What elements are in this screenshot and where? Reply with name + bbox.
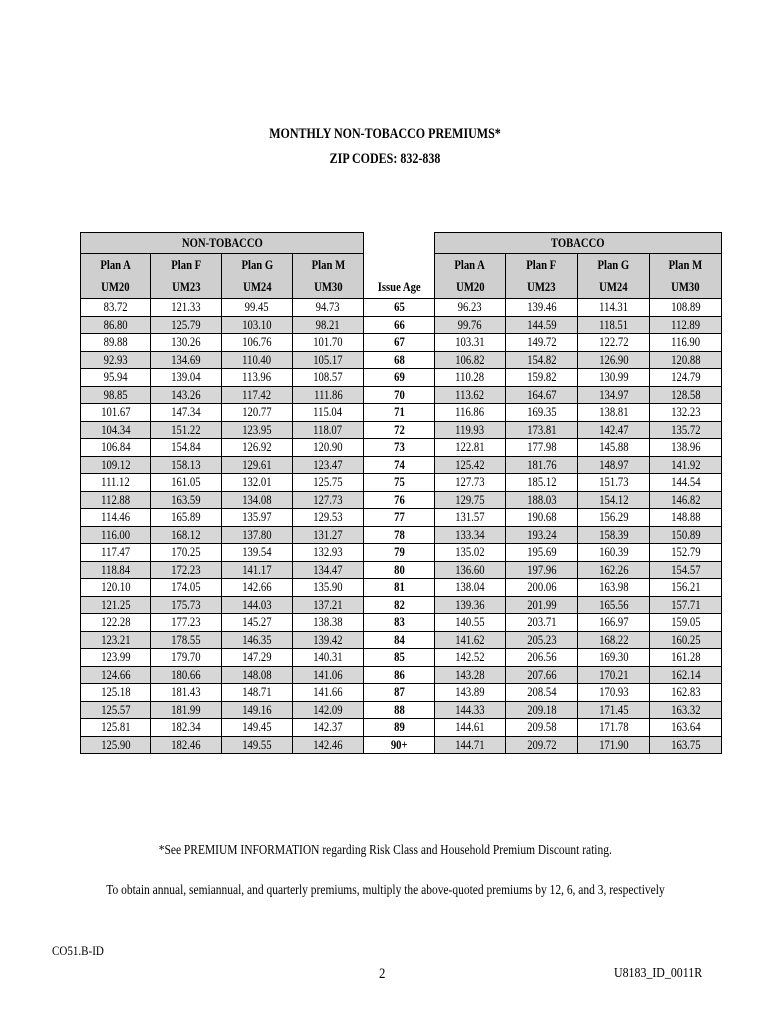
tobacco-premium-cell: 139.36 — [435, 596, 506, 614]
non-tobacco-premium-cell: 114.46 — [81, 509, 151, 527]
non-tobacco-premium-cell: 134.47 — [293, 561, 364, 579]
non-tobacco-premium-cell: 108.57 — [293, 369, 364, 387]
non-tobacco-premium-cell: 111.86 — [293, 386, 364, 404]
non-tobacco-premium-cell: 101.67 — [81, 404, 151, 422]
tobacco-premium-cell: 156.21 — [650, 579, 722, 597]
issue-age-cell: 90+ — [364, 736, 435, 754]
tobacco-premium-cell: 116.90 — [650, 334, 722, 352]
tobacco-premium-cell: 108.89 — [650, 299, 722, 317]
issue-age-cell: 67 — [364, 334, 435, 352]
non-tobacco-premium-cell: 103.10 — [222, 316, 293, 334]
tobacco-premium-cell: 96.23 — [435, 299, 506, 317]
tobacco-premium-cell: 168.22 — [578, 631, 650, 649]
page-number: 2 — [379, 966, 386, 982]
tobacco-premium-cell: 170.21 — [578, 666, 650, 684]
issue-age-cell: 85 — [364, 649, 435, 667]
issue-age-cell: 78 — [364, 526, 435, 544]
plan-name-header: Plan G — [578, 254, 650, 277]
tobacco-premium-cell: 133.34 — [435, 526, 506, 544]
tobacco-premium-cell: 138.96 — [650, 439, 722, 457]
non-tobacco-premium-cell: 140.31 — [293, 649, 364, 667]
tobacco-premium-cell: 146.82 — [650, 491, 722, 509]
non-tobacco-premium-cell: 144.03 — [222, 596, 293, 614]
tobacco-premium-cell: 171.78 — [578, 719, 650, 737]
non-tobacco-premium-cell: 135.97 — [222, 509, 293, 527]
plan-name-header: Plan A — [81, 254, 151, 277]
tobacco-premium-cell: 209.72 — [506, 736, 578, 754]
non-tobacco-premium-cell: 101.70 — [293, 334, 364, 352]
non-tobacco-premium-cell: 120.90 — [293, 439, 364, 457]
issue-age-cell: 75 — [364, 474, 435, 492]
non-tobacco-premium-cell: 113.96 — [222, 369, 293, 387]
issue-age-cell: 79 — [364, 544, 435, 562]
issue-age-cell: 83 — [364, 614, 435, 632]
non-tobacco-premium-cell: 123.95 — [222, 421, 293, 439]
tobacco-premium-cell: 132.23 — [650, 404, 722, 422]
tobacco-premium-cell: 145.88 — [578, 439, 650, 457]
tobacco-premium-cell: 130.99 — [578, 369, 650, 387]
non-tobacco-premium-cell: 98.85 — [81, 386, 151, 404]
issue-age-spacer — [364, 254, 435, 277]
tobacco-premium-cell: 120.88 — [650, 351, 722, 369]
non-tobacco-premium-cell: 145.27 — [222, 614, 293, 632]
plan-code-header: UM23 — [151, 276, 222, 299]
tobacco-premium-cell: 169.35 — [506, 404, 578, 422]
non-tobacco-premium-cell: 138.38 — [293, 614, 364, 632]
tobacco-premium-cell: 156.29 — [578, 509, 650, 527]
header-spacer — [364, 233, 435, 254]
table-row — [81, 649, 722, 667]
tobacco-premium-cell: 134.97 — [578, 386, 650, 404]
tobacco-premium-cell: 197.96 — [506, 561, 578, 579]
issue-age-cell: 76 — [364, 491, 435, 509]
table-row — [81, 386, 722, 404]
tobacco-premium-cell: 163.98 — [578, 579, 650, 597]
non-tobacco-premium-cell: 139.04 — [151, 369, 222, 387]
tobacco-premium-cell: 125.42 — [435, 456, 506, 474]
table-row — [81, 544, 722, 562]
issue-age-cell: 65 — [364, 299, 435, 317]
non-tobacco-premium-cell: 121.25 — [81, 596, 151, 614]
non-tobacco-premium-cell: 112.88 — [81, 491, 151, 509]
tobacco-premium-cell: 122.81 — [435, 439, 506, 457]
non-tobacco-premium-cell: 116.00 — [81, 526, 151, 544]
premium-table — [80, 232, 722, 754]
group-header-tobacco: TOBACCO — [435, 233, 722, 254]
non-tobacco-premium-cell: 146.35 — [222, 631, 293, 649]
tobacco-premium-cell: 200.06 — [506, 579, 578, 597]
issue-age-cell: 70 — [364, 386, 435, 404]
non-tobacco-premium-cell: 127.73 — [293, 491, 364, 509]
tobacco-premium-cell: 127.73 — [435, 474, 506, 492]
tobacco-premium-cell: 161.28 — [650, 649, 722, 667]
tobacco-premium-cell: 138.04 — [435, 579, 506, 597]
non-tobacco-premium-cell: 120.77 — [222, 404, 293, 422]
tobacco-premium-cell: 129.75 — [435, 491, 506, 509]
tobacco-premium-cell: 166.97 — [578, 614, 650, 632]
tobacco-premium-cell: 128.58 — [650, 386, 722, 404]
non-tobacco-premium-cell: 141.17 — [222, 561, 293, 579]
non-tobacco-premium-cell: 95.94 — [81, 369, 151, 387]
tobacco-premium-cell: 162.26 — [578, 561, 650, 579]
tobacco-premium-cell: 113.62 — [435, 386, 506, 404]
non-tobacco-premium-cell: 142.09 — [293, 701, 364, 719]
tobacco-premium-cell: 143.89 — [435, 684, 506, 702]
issue-age-cell: 68 — [364, 351, 435, 369]
tobacco-premium-cell: 140.55 — [435, 614, 506, 632]
non-tobacco-premium-cell: 92.93 — [81, 351, 151, 369]
tobacco-premium-cell: 143.28 — [435, 666, 506, 684]
non-tobacco-premium-cell: 125.79 — [151, 316, 222, 334]
non-tobacco-premium-cell: 181.43 — [151, 684, 222, 702]
plan-code-header: UM23 — [506, 276, 578, 299]
tobacco-premium-cell: 99.76 — [435, 316, 506, 334]
table-row — [81, 631, 722, 649]
tobacco-premium-cell: 148.97 — [578, 456, 650, 474]
non-tobacco-premium-cell: 180.66 — [151, 666, 222, 684]
page-title — [77, 122, 693, 172]
table-row — [81, 439, 722, 457]
table-row — [81, 701, 722, 719]
tobacco-premium-cell: 177.98 — [506, 439, 578, 457]
non-tobacco-premium-cell: 121.33 — [151, 299, 222, 317]
tobacco-premium-cell: 148.88 — [650, 509, 722, 527]
tobacco-premium-cell: 209.18 — [506, 701, 578, 719]
plan-code-header: UM24 — [578, 276, 650, 299]
non-tobacco-premium-cell: 132.01 — [222, 474, 293, 492]
non-tobacco-premium-cell: 181.99 — [151, 701, 222, 719]
non-tobacco-premium-cell: 134.08 — [222, 491, 293, 509]
tobacco-premium-cell: 207.66 — [506, 666, 578, 684]
tobacco-premium-cell: 160.25 — [650, 631, 722, 649]
tobacco-premium-cell: 208.54 — [506, 684, 578, 702]
tobacco-premium-cell: 206.56 — [506, 649, 578, 667]
non-tobacco-premium-cell: 172.23 — [151, 561, 222, 579]
non-tobacco-premium-cell: 99.45 — [222, 299, 293, 317]
plan-name-header: Plan M — [293, 254, 364, 277]
non-tobacco-premium-cell: 125.81 — [81, 719, 151, 737]
tobacco-premium-cell: 181.76 — [506, 456, 578, 474]
table-row — [81, 509, 722, 527]
tobacco-premium-cell: 131.57 — [435, 509, 506, 527]
tobacco-premium-cell: 201.99 — [506, 596, 578, 614]
non-tobacco-premium-cell: 110.40 — [222, 351, 293, 369]
non-tobacco-premium-cell: 143.26 — [151, 386, 222, 404]
non-tobacco-premium-cell: 104.34 — [81, 421, 151, 439]
tobacco-premium-cell: 173.81 — [506, 421, 578, 439]
premium-table-wrapper — [80, 232, 721, 754]
non-tobacco-premium-cell: 151.22 — [151, 421, 222, 439]
non-tobacco-premium-cell: 161.05 — [151, 474, 222, 492]
non-tobacco-premium-cell: 175.73 — [151, 596, 222, 614]
tobacco-premium-cell: 135.02 — [435, 544, 506, 562]
tobacco-premium-cell: 116.86 — [435, 404, 506, 422]
non-tobacco-premium-cell: 83.72 — [81, 299, 151, 317]
tobacco-premium-cell: 170.93 — [578, 684, 650, 702]
non-tobacco-premium-cell: 123.99 — [81, 649, 151, 667]
tobacco-premium-cell: 163.64 — [650, 719, 722, 737]
non-tobacco-premium-cell: 147.29 — [222, 649, 293, 667]
non-tobacco-premium-cell: 117.47 — [81, 544, 151, 562]
tobacco-premium-cell: 154.57 — [650, 561, 722, 579]
tobacco-premium-cell: 144.54 — [650, 474, 722, 492]
issue-age-cell: 77 — [364, 509, 435, 527]
non-tobacco-premium-cell: 111.12 — [81, 474, 151, 492]
tobacco-premium-cell: 162.14 — [650, 666, 722, 684]
non-tobacco-premium-cell: 126.92 — [222, 439, 293, 457]
issue-age-cell: 87 — [364, 684, 435, 702]
tobacco-premium-cell: 141.92 — [650, 456, 722, 474]
tobacco-premium-cell: 205.23 — [506, 631, 578, 649]
tobacco-premium-cell: 149.72 — [506, 334, 578, 352]
document-code: CO51.B-ID — [52, 943, 104, 958]
tobacco-premium-cell: 110.28 — [435, 369, 506, 387]
non-tobacco-premium-cell: 106.84 — [81, 439, 151, 457]
non-tobacco-premium-cell: 115.04 — [293, 404, 364, 422]
issue-age-cell: 80 — [364, 561, 435, 579]
tobacco-premium-cell: 154.12 — [578, 491, 650, 509]
non-tobacco-premium-cell: 98.21 — [293, 316, 364, 334]
tobacco-premium-cell: 171.45 — [578, 701, 650, 719]
tobacco-premium-cell: 164.67 — [506, 386, 578, 404]
non-tobacco-premium-cell: 148.08 — [222, 666, 293, 684]
plan-name-header: Plan A — [435, 254, 506, 277]
non-tobacco-premium-cell: 123.47 — [293, 456, 364, 474]
tobacco-premium-cell: 165.56 — [578, 596, 650, 614]
table-row — [81, 684, 722, 702]
table-row — [81, 334, 722, 352]
tobacco-premium-cell: 144.33 — [435, 701, 506, 719]
tobacco-premium-cell: 163.75 — [650, 736, 722, 754]
tobacco-premium-cell: 119.93 — [435, 421, 506, 439]
tobacco-premium-cell: 162.83 — [650, 684, 722, 702]
tobacco-premium-cell: 157.71 — [650, 596, 722, 614]
tobacco-premium-cell: 188.03 — [506, 491, 578, 509]
issue-age-cell: 86 — [364, 666, 435, 684]
tobacco-premium-cell: 106.82 — [435, 351, 506, 369]
plan-code-header: UM24 — [222, 276, 293, 299]
tobacco-premium-cell: 185.12 — [506, 474, 578, 492]
non-tobacco-premium-cell: 182.46 — [151, 736, 222, 754]
non-tobacco-premium-cell: 129.53 — [293, 509, 364, 527]
non-tobacco-premium-cell: 149.45 — [222, 719, 293, 737]
tobacco-premium-cell: 154.82 — [506, 351, 578, 369]
table-row — [81, 491, 722, 509]
table-row — [81, 719, 722, 737]
non-tobacco-premium-cell: 120.10 — [81, 579, 151, 597]
table-row — [81, 299, 722, 317]
non-tobacco-premium-cell: 141.66 — [293, 684, 364, 702]
issue-age-cell: 73 — [364, 439, 435, 457]
non-tobacco-premium-cell: 132.93 — [293, 544, 364, 562]
plan-code-header: UM30 — [293, 276, 364, 299]
tobacco-premium-cell: 158.39 — [578, 526, 650, 544]
non-tobacco-premium-cell: 165.89 — [151, 509, 222, 527]
issue-age-cell: 82 — [364, 596, 435, 614]
tobacco-premium-cell: 142.47 — [578, 421, 650, 439]
issue-age-cell: 74 — [364, 456, 435, 474]
tobacco-premium-cell: 144.71 — [435, 736, 506, 754]
plan-code-header: UM30 — [650, 276, 722, 299]
non-tobacco-premium-cell: 86.80 — [81, 316, 151, 334]
non-tobacco-premium-cell: 158.13 — [151, 456, 222, 474]
non-tobacco-premium-cell: 174.05 — [151, 579, 222, 597]
non-tobacco-premium-cell: 142.66 — [222, 579, 293, 597]
plan-code-header: UM20 — [435, 276, 506, 299]
tobacco-premium-cell: 159.82 — [506, 369, 578, 387]
issue-age-cell: 81 — [364, 579, 435, 597]
tobacco-premium-cell: 160.39 — [578, 544, 650, 562]
tobacco-premium-cell: 209.58 — [506, 719, 578, 737]
plan-name-header: Plan G — [222, 254, 293, 277]
tobacco-premium-cell: 135.72 — [650, 421, 722, 439]
plan-name-header: Plan M — [650, 254, 722, 277]
tobacco-premium-cell: 144.59 — [506, 316, 578, 334]
non-tobacco-premium-cell: 147.34 — [151, 404, 222, 422]
tobacco-premium-cell: 169.30 — [578, 649, 650, 667]
issue-age-header: Issue Age — [364, 276, 435, 299]
tobacco-premium-cell: 150.89 — [650, 526, 722, 544]
issue-age-cell: 71 — [364, 404, 435, 422]
tobacco-premium-cell: 171.90 — [578, 736, 650, 754]
non-tobacco-premium-cell: 178.55 — [151, 631, 222, 649]
non-tobacco-premium-cell: 131.27 — [293, 526, 364, 544]
issue-age-cell: 66 — [364, 316, 435, 334]
footnote: *See PREMIUM INFORMATION regarding Risk Class and Household Premium Discount rating. — [158, 843, 612, 858]
table-header — [81, 233, 722, 299]
tobacco-premium-cell: 141.62 — [435, 631, 506, 649]
non-tobacco-premium-cell: 177.23 — [151, 614, 222, 632]
table-body — [81, 299, 722, 754]
tobacco-premium-cell: 138.81 — [578, 404, 650, 422]
table-row — [81, 526, 722, 544]
non-tobacco-premium-cell: 141.06 — [293, 666, 364, 684]
non-tobacco-premium-cell: 117.42 — [222, 386, 293, 404]
table-row — [81, 596, 722, 614]
non-tobacco-premium-cell: 142.37 — [293, 719, 364, 737]
tobacco-premium-cell: 136.60 — [435, 561, 506, 579]
tobacco-premium-cell: 151.73 — [578, 474, 650, 492]
table-row — [81, 456, 722, 474]
group-header-non-tobacco: NON-TOBACCO — [81, 233, 364, 254]
non-tobacco-premium-cell: 168.12 — [151, 526, 222, 544]
non-tobacco-premium-cell: 139.42 — [293, 631, 364, 649]
tobacco-premium-cell: 152.79 — [650, 544, 722, 562]
issue-age-cell: 88 — [364, 701, 435, 719]
issue-age-cell: 84 — [364, 631, 435, 649]
tobacco-premium-cell: 142.52 — [435, 649, 506, 667]
non-tobacco-premium-cell: 130.26 — [151, 334, 222, 352]
non-tobacco-premium-cell: 135.90 — [293, 579, 364, 597]
tobacco-premium-cell: 144.61 — [435, 719, 506, 737]
table-row — [81, 561, 722, 579]
tobacco-premium-cell: 159.05 — [650, 614, 722, 632]
non-tobacco-premium-cell: 125.18 — [81, 684, 151, 702]
non-tobacco-premium-cell: 118.07 — [293, 421, 364, 439]
non-tobacco-premium-cell: 137.21 — [293, 596, 364, 614]
non-tobacco-premium-cell: 109.12 — [81, 456, 151, 474]
non-tobacco-premium-cell: 149.55 — [222, 736, 293, 754]
tobacco-premium-cell: 203.71 — [506, 614, 578, 632]
non-tobacco-premium-cell: 137.80 — [222, 526, 293, 544]
issue-age-cell: 69 — [364, 369, 435, 387]
tobacco-premium-cell: 114.31 — [578, 299, 650, 317]
non-tobacco-premium-cell: 124.66 — [81, 666, 151, 684]
issue-age-cell: 89 — [364, 719, 435, 737]
non-tobacco-premium-cell: 170.25 — [151, 544, 222, 562]
table-row — [81, 421, 722, 439]
non-tobacco-premium-cell: 149.16 — [222, 701, 293, 719]
tobacco-premium-cell: 195.69 — [506, 544, 578, 562]
tobacco-premium-cell: 118.51 — [578, 316, 650, 334]
issue-age-cell: 72 — [364, 421, 435, 439]
non-tobacco-premium-cell: 179.70 — [151, 649, 222, 667]
plan-name-header: Plan F — [506, 254, 578, 277]
non-tobacco-premium-cell: 134.69 — [151, 351, 222, 369]
non-tobacco-premium-cell: 125.90 — [81, 736, 151, 754]
instruction-text: To obtain annual, semiannual, and quarterly premiums, multiply the above-quoted premiums by 12, 6, and 3, respectively — [105, 883, 665, 898]
tobacco-premium-cell: 112.89 — [650, 316, 722, 334]
non-tobacco-premium-cell: 118.84 — [81, 561, 151, 579]
form-number: U8183_ID_0011R — [614, 966, 703, 981]
table-row — [81, 351, 722, 369]
non-tobacco-premium-cell: 142.46 — [293, 736, 364, 754]
table-row — [81, 614, 722, 632]
non-tobacco-premium-cell: 94.73 — [293, 299, 364, 317]
tobacco-premium-cell: 163.32 — [650, 701, 722, 719]
non-tobacco-premium-cell: 125.75 — [293, 474, 364, 492]
table-row — [81, 404, 722, 422]
non-tobacco-premium-cell: 154.84 — [151, 439, 222, 457]
tobacco-premium-cell: 124.79 — [650, 369, 722, 387]
table-row — [81, 369, 722, 387]
non-tobacco-premium-cell: 163.59 — [151, 491, 222, 509]
plan-code-header: UM20 — [81, 276, 151, 299]
table-row — [81, 316, 722, 334]
title-line-1: MONTHLY NON-TOBACCO PREMIUMS* — [269, 126, 501, 142]
non-tobacco-premium-cell: 123.21 — [81, 631, 151, 649]
non-tobacco-premium-cell: 106.76 — [222, 334, 293, 352]
non-tobacco-premium-cell: 129.61 — [222, 456, 293, 474]
table-row — [81, 666, 722, 684]
title-line-2: ZIP CODES: 832-838 — [329, 151, 441, 167]
tobacco-premium-cell: 126.90 — [578, 351, 650, 369]
table-row — [81, 474, 722, 492]
tobacco-premium-cell: 139.46 — [506, 299, 578, 317]
non-tobacco-premium-cell: 139.54 — [222, 544, 293, 562]
plan-name-header: Plan F — [151, 254, 222, 277]
non-tobacco-premium-cell: 148.71 — [222, 684, 293, 702]
non-tobacco-premium-cell: 182.34 — [151, 719, 222, 737]
tobacco-premium-cell: 193.24 — [506, 526, 578, 544]
table-row — [81, 736, 722, 754]
tobacco-premium-cell: 190.68 — [506, 509, 578, 527]
non-tobacco-premium-cell: 105.17 — [293, 351, 364, 369]
table-row — [81, 579, 722, 597]
non-tobacco-premium-cell: 122.28 — [81, 614, 151, 632]
tobacco-premium-cell: 122.72 — [578, 334, 650, 352]
non-tobacco-premium-cell: 125.57 — [81, 701, 151, 719]
tobacco-premium-cell: 103.31 — [435, 334, 506, 352]
non-tobacco-premium-cell: 89.88 — [81, 334, 151, 352]
